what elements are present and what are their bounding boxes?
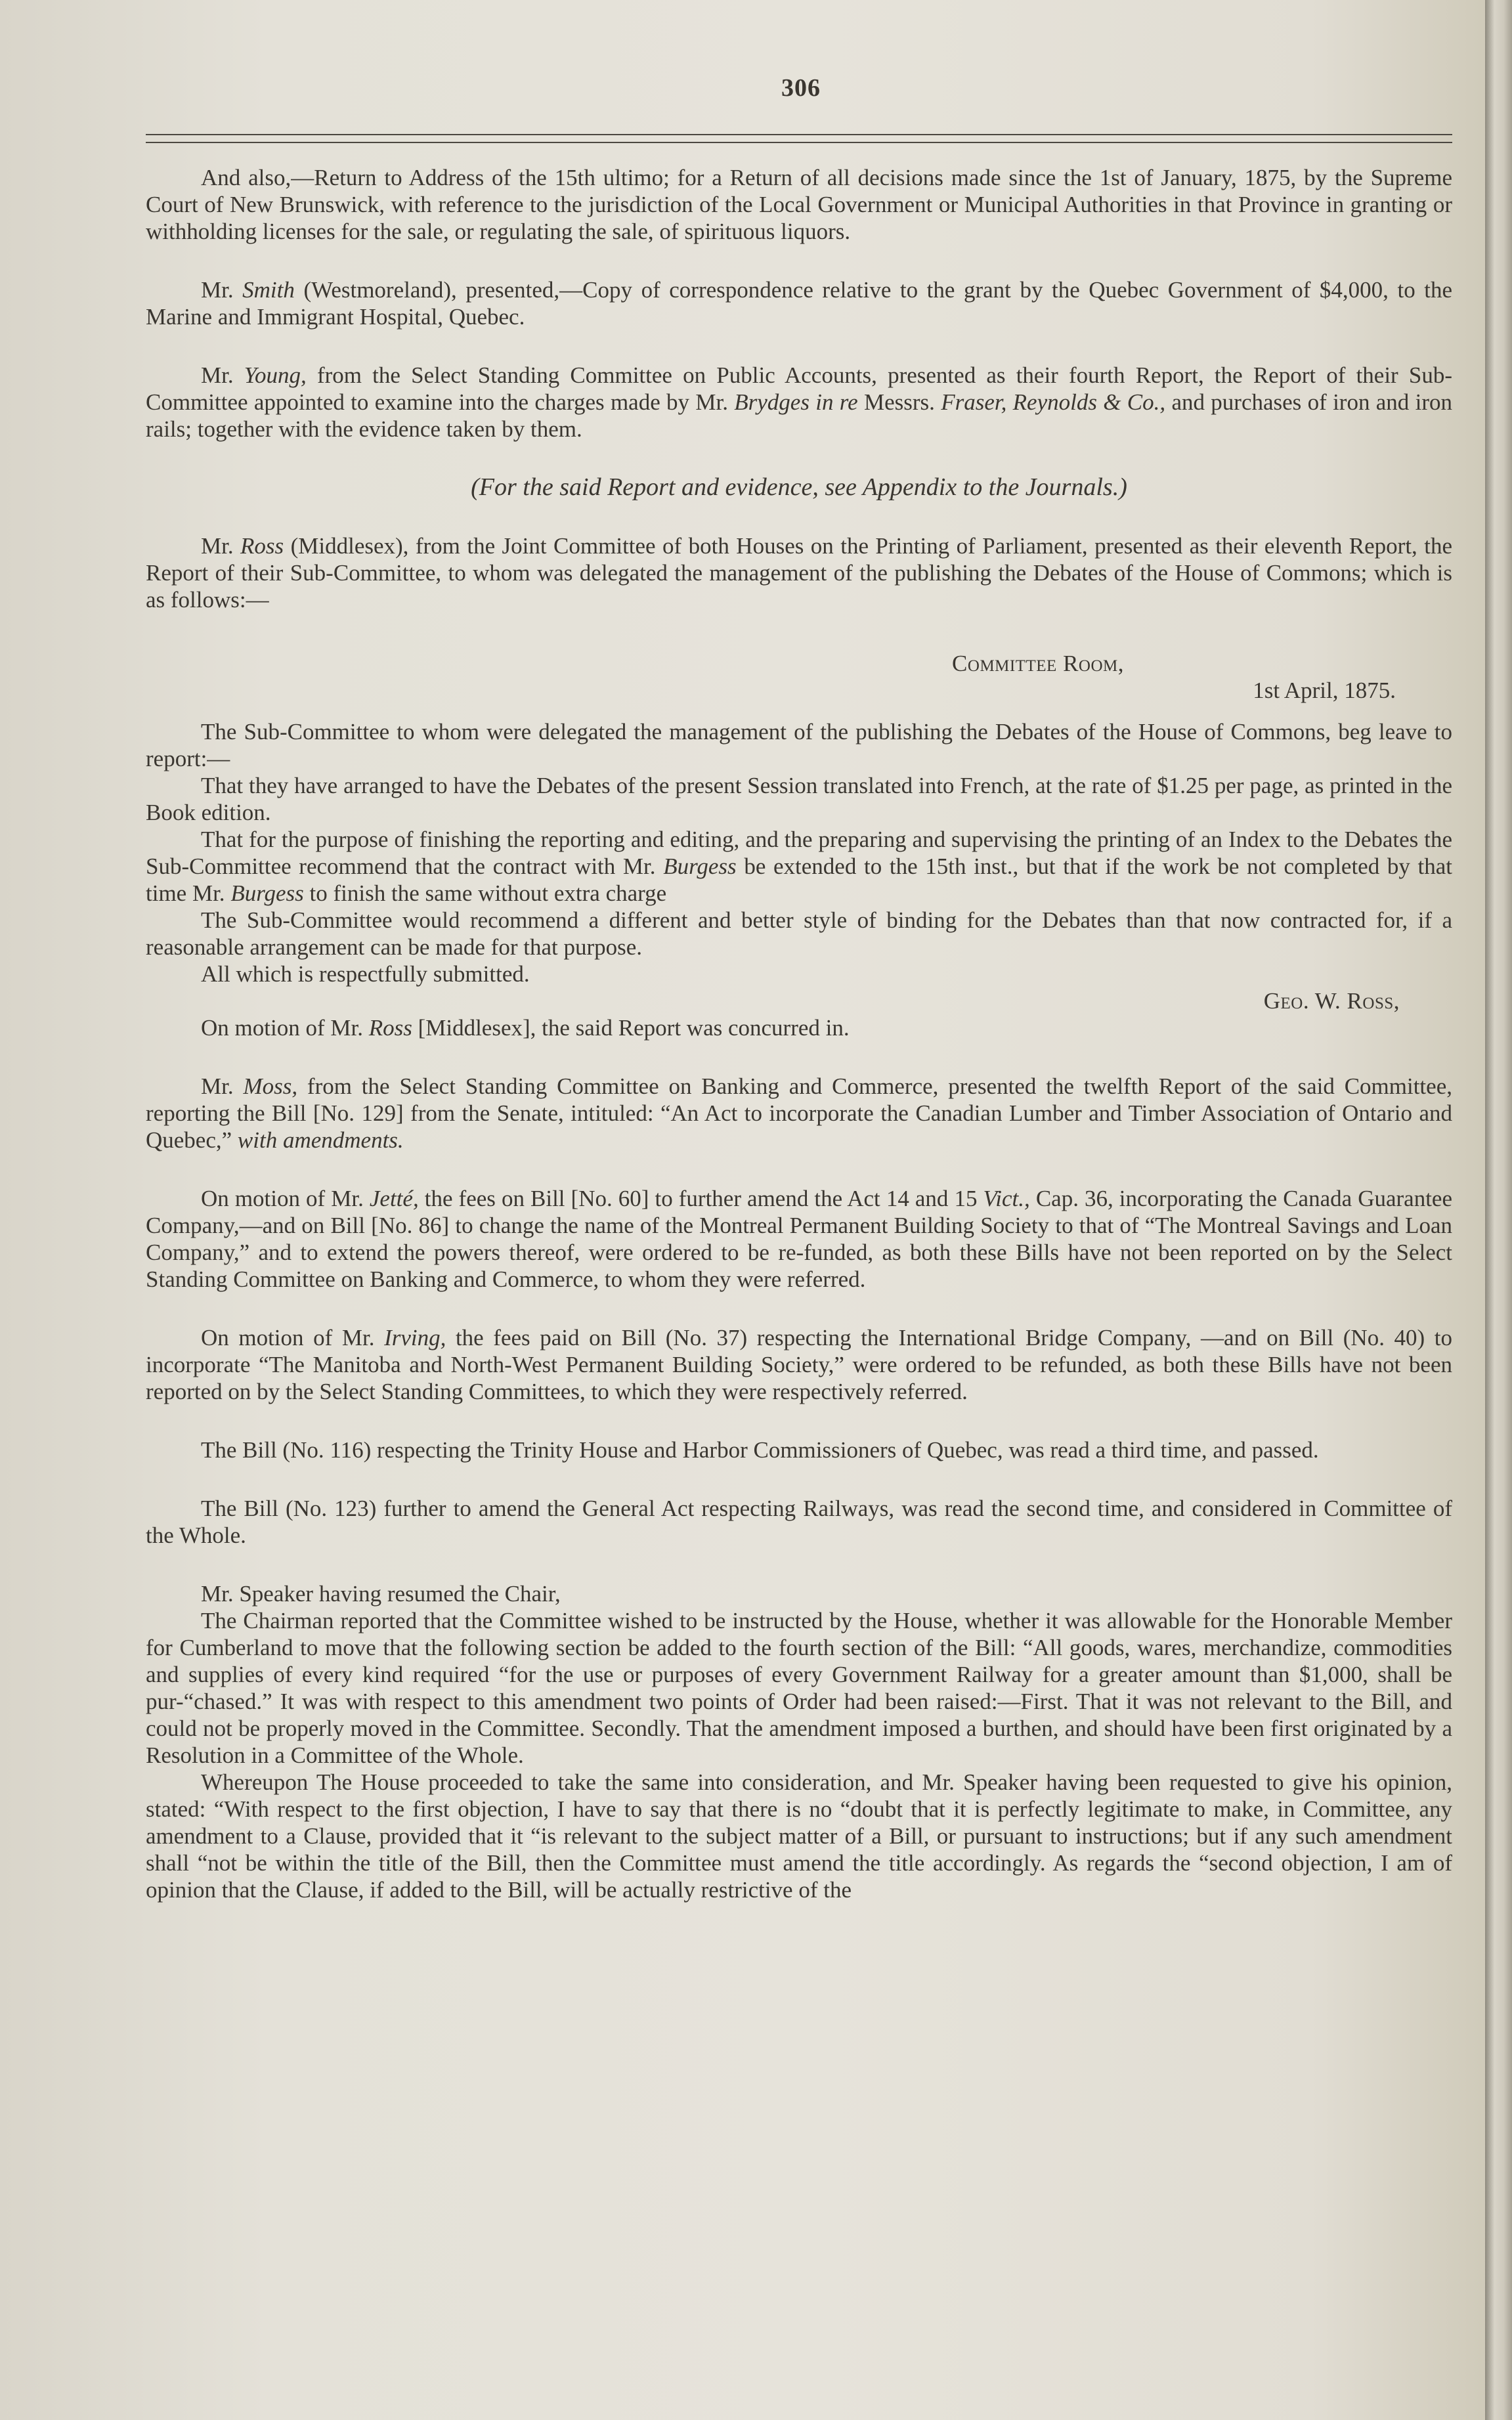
moss-italic: with amendments. [237,1127,404,1153]
motion-ross-a: On motion of Mr. [201,1015,369,1041]
jette-vict: Vict., [983,1186,1030,1211]
paragraph-smith [146,276,1452,330]
motion-ross-name: Ross [368,1015,412,1041]
mr-prefix: Mr. [201,1073,244,1099]
report-paragraph-2: That they have arranged to have the Debates of the present Session translated into French, at the rate of $1.25 per page, as printed in the Book edition. [146,773,1452,825]
young-text-3: and purchases of iron and iron rails; together with the evidence taken by them. [146,389,1452,442]
paragraph-bill-123: The Bill (No. 123) further to amend the General Act respecting Railways, was read the second time, and considered in Committee of the Whole. [146,1496,1452,1548]
paragraph-speaker-opinion: Whereupon The House proceeded to take the same into consideration, and Mr. Speaker having been requested to give his opinion, stated: “With respect to the first objection, I have to say that there is no “doubt that it is perfectly legitimate to make, in Committee, any amendment to a Clause, provided that it “is relevant to the subject matter of a Bill, or pursuant to instructions; but if any such amendment shall “not be within the title of the Bill, then the Committee must amend the title accordingly. As regards the “second objection, I am of opinion that the Clause, if added to the Bill, will be actually restrictive of the [146,1769,1452,1903]
header-rule-bottom [146,142,1452,143]
ross-text: (Middlesex), from the Joint Committee of both Houses on the Printing of Parliament, presented as their eleventh Report, the Report of their Sub-Committee, to whom was delegated the management of the publishing the Debates of the House of Commons; which is as follows:— [146,533,1452,613]
report-3-text-b: be extended to the 15th inst., but that if the work be not completed by that time Mr. [146,853,1452,906]
paragraph-jette [146,1185,1452,1293]
appendix-note: (For the said Report and evidence, see Appendix to the Journals.) [471,473,1127,501]
report-date: 1st April, 1875. [1253,678,1396,703]
report-paragraph-5: All which is respectfully submitted. [201,961,530,987]
young-text-1: from the Select Standing Committee on Public Accounts, presented as their fourth Report, the Report of their Sub-Committee appointed to examine into the charges made by Mr. [146,362,1452,415]
report-paragraph-3 [146,826,1452,907]
report-signature: Geo. W. Ross, [1263,988,1400,1014]
report-3-text-c: to finish the same without extra charge [303,880,667,906]
mr-prefix: Mr. [201,277,243,303]
member-irving: Irving, [384,1325,446,1350]
irving-a: On motion of Mr. [201,1325,385,1350]
paragraph-bill-116: The Bill (No. 116) respecting the Trinity House and Harbor Commissioners of Quebec, was read a third time, and passed. [201,1437,1319,1463]
young-text-2: Messrs. [857,389,941,415]
paragraph-irving [146,1324,1452,1405]
report-3-text-a: That for the purpose of finishing the reporting and editing, and the preparing and supervising the printing of an Index to the Debates the Sub-Committee recommend that the contract with Mr. [146,827,1452,879]
journal-text [146,164,1452,1903]
moss-text: from the Select Standing Committee on Banking and Commerce, presented the twelfth Report of the said Committee, reporting the Bill [No. 129] from the Senate, intituled: “An Act to incorporate the Canadian Lumber and Timber Association of Ontario and Quebec,” [146,1073,1452,1153]
paragraph-motion-ross [146,1014,1452,1041]
paragraph-speaker-resumed: Mr. Speaker having resumed the Chair, [201,1581,561,1607]
burgess-name-1: Burgess [663,853,737,879]
jette-a: On motion of Mr. [201,1186,370,1211]
burgess-name-2: Burgess [230,880,304,906]
irving-b: the fees paid on Bill (No. 37) respecting the International Bridge Company, —and on Bill (No. 40) to incorporate “The Manitoba and North-West Permanent Building Society,” were ordered to be refunded, as both these Bills have not been reported on by the Select Standing Committees, to which they were respectively referred. [146,1325,1452,1404]
committee-room: Committee Room, [952,651,1124,676]
header-rule-top [146,134,1452,135]
paragraph-return-address: And also,—Return to Address of the 15th ultimo; for a Return of all decisions made since the 1st of January, 1875, by the Supreme Court of New Brunswick, with reference to the jurisdiction of the Local Government or Municipal Authorities in that Province in granting or withholding licenses for the sale, or regulating the sale, of spirituous liquors. [146,165,1452,244]
mr-prefix: Mr. [201,362,244,388]
jette-b: the fees on Bill [No. 60] to further amend the Act 14 and 15 [418,1186,983,1211]
motion-ross-b: [Middlesex], the said Report was concurred in. [412,1015,850,1041]
member-jette: Jetté, [369,1186,419,1211]
young-italic-2: Fraser, Reynolds & Co., [941,389,1166,415]
paragraph-chairman-report: The Chairman reported that the Committee wished to be instructed by the House, whether it was allowable for the Honorable Member for Cumberland to move that the following section be added to the fourth section of the Bill: “All goods, wares, merchandize, commodities and supplies of every kind required “for the use or purposes of every Government Railway for a greater amount than $1,000, shall be pur-“chased.” It was with respect to this amendment two points of Order had been raised:—First. That it was not relevant to the Bill, and could not be properly moved in the Committee. Secondly. That the amendment imposed a burthen, and should have been first originated by a Resolution in a Committee of the Whole. [146,1608,1452,1768]
jette-c: Cap. 36, incorporating the Canada Guarantee Company,—and on Bill [No. 86] to change the name of the Montreal Permanent Building Society to that of “The Montreal Savings and Loan Company,” and to extend the powers thereof, were ordered to be re-funded, as both these Bills have not been reported on by the Select Standing Committee on Banking and Commerce, to whom they were referred. [146,1186,1452,1292]
smith-text: (Westmoreland), presented,—Copy of correspondence relative to the grant by the Quebec Government of $4,000, to the Marine and Immigrant Hospital, Quebec. [146,277,1452,330]
member-moss: Moss, [243,1073,298,1099]
paragraph-moss [146,1073,1452,1154]
member-young: Young, [244,362,307,388]
book-binding-edge [1485,0,1512,2420]
young-italic-1: Brydges in re [734,389,858,415]
member-ross: Ross [240,533,284,559]
report-paragraph-4: The Sub-Committee would recommend a different and better style of binding for the Debates than that now contracted for, if a reasonable arrangement can be made for that purpose. [146,907,1452,960]
paragraph-young [146,362,1452,443]
member-smith: Smith [242,277,295,303]
mr-prefix: Mr. [201,533,241,559]
page-number: 306 [781,74,821,102]
paragraph-ross [146,532,1452,613]
report-paragraph-1: The Sub-Committee to whom were delegated the management of the publishing the Debates of the House of Commons, beg leave to report:— [146,719,1452,771]
